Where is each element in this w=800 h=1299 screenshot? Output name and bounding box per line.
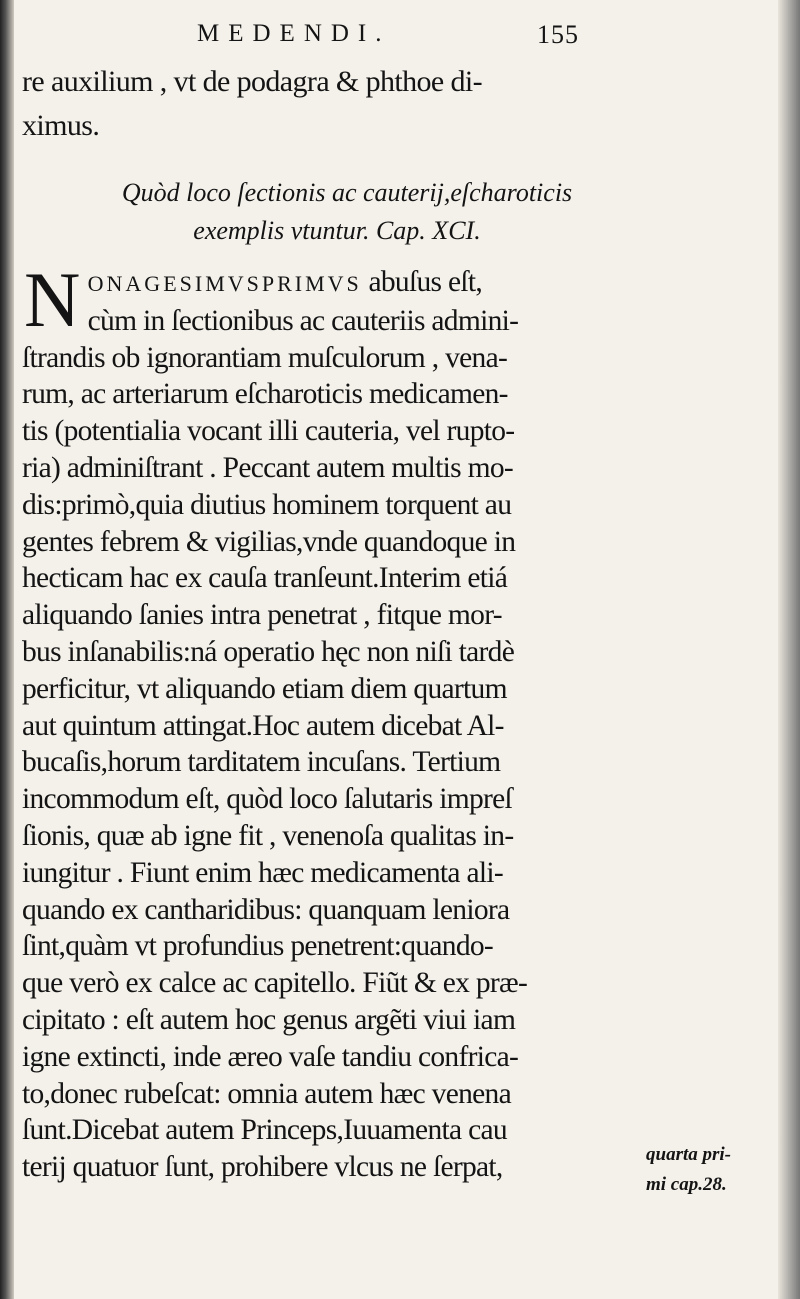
body-line: ria) adminiſtrant . Peccant autem multis mo- (22, 451, 514, 484)
body-line (22, 264, 642, 303)
marginal-note-line: mi cap.28. (646, 1174, 727, 1195)
body-line: aliquando ſanies intra penetrat , fitque mor- (22, 599, 502, 632)
marginal-note (646, 1140, 731, 1200)
carryover-line: re auxilium , vt de podagra & phthoe di- (22, 65, 483, 98)
book-spine-shadow (0, 0, 14, 1299)
body-line: que verò ex calce ac capitello. Fiũt & ex præ- (22, 967, 528, 1000)
running-title: MEDENDI. (197, 20, 391, 47)
body-line: hecticam hac ex cauſa tranſeunt.Interim etiá (22, 562, 508, 595)
chapter-heading-line: exemplis vtuntur. Cap. XCI. (193, 216, 481, 245)
body-line: iungitur . Fiunt enim hæc medicamenta ali- (22, 856, 504, 889)
body-line: incommodum eſt, quòd loco ſalutaris impreſ (22, 783, 513, 816)
body-line: ſtrandis ob ignorantiam muſculorum , vena- (22, 341, 508, 374)
body-line: ſionis, quæ ab igne fit , venenoſa qualitas in- (22, 819, 514, 852)
book-page (22, 12, 642, 1186)
body-line: cùm in ſectionibus ac cauteriis admini- (87, 304, 519, 337)
body-line: terij quatuor ſunt, prohibere vlcus ne ſerpat, (22, 1151, 503, 1184)
body-line: to,donec rubeſcat: omnia autem hæc venena (22, 1077, 511, 1110)
page-header (22, 12, 642, 52)
carryover-text (22, 60, 642, 148)
body-line: cipitato : eſt autem hoc genus argẽti viui iam (22, 1003, 516, 1036)
carryover-line: ximus. (22, 109, 100, 142)
body-line: gentes febrem & vigilias,vnde quandoque in (22, 525, 516, 558)
body-line: quando ex cantharidibus: quanquam leniora (22, 893, 510, 926)
body-line: perficitur, vt aliquando etiam diem quartum (22, 672, 507, 705)
body-line: bus inſanabilis:ná operatio hęc non niſi tardè (22, 635, 515, 668)
chapter-body (22, 256, 642, 1186)
chapter-heading (22, 174, 642, 250)
opening-small-caps: ONAGESIMVSPRIMVS (87, 271, 362, 296)
body-line: dis:primò,quia diutius hominem torquent au (22, 488, 512, 521)
body-line: bucaſis,horum tarditatem incuſans. Tertium (22, 746, 501, 779)
marginal-note-line: quarta pri- (646, 1144, 731, 1165)
body-line: tis (potentialia vocant illi cauteria, vel rupto- (22, 415, 515, 448)
body-line: ſint,quàm vt profundius penetrent:quando- (22, 930, 494, 963)
body-line: igne extincti, inde æreo vaſe tandiu confrica- (22, 1040, 519, 1073)
drop-capital: N (24, 256, 80, 343)
body-line: rum, ac arteriarum eſcharoticis medicamen- (22, 378, 508, 411)
page-number: 155 (537, 20, 579, 49)
body-line: ſunt.Dicebat autem Princeps,Iuuamenta cau (22, 1114, 507, 1147)
body-line: aut quintum attingat.Hoc autem dicebat Al- (22, 709, 504, 742)
body-line-text: abuſus eſt, (368, 266, 483, 298)
chapter-heading-line: Quòd loco ſectionis ac cauterij,eſcharoticis (121, 178, 573, 207)
page-edge-shadow (778, 0, 800, 1299)
